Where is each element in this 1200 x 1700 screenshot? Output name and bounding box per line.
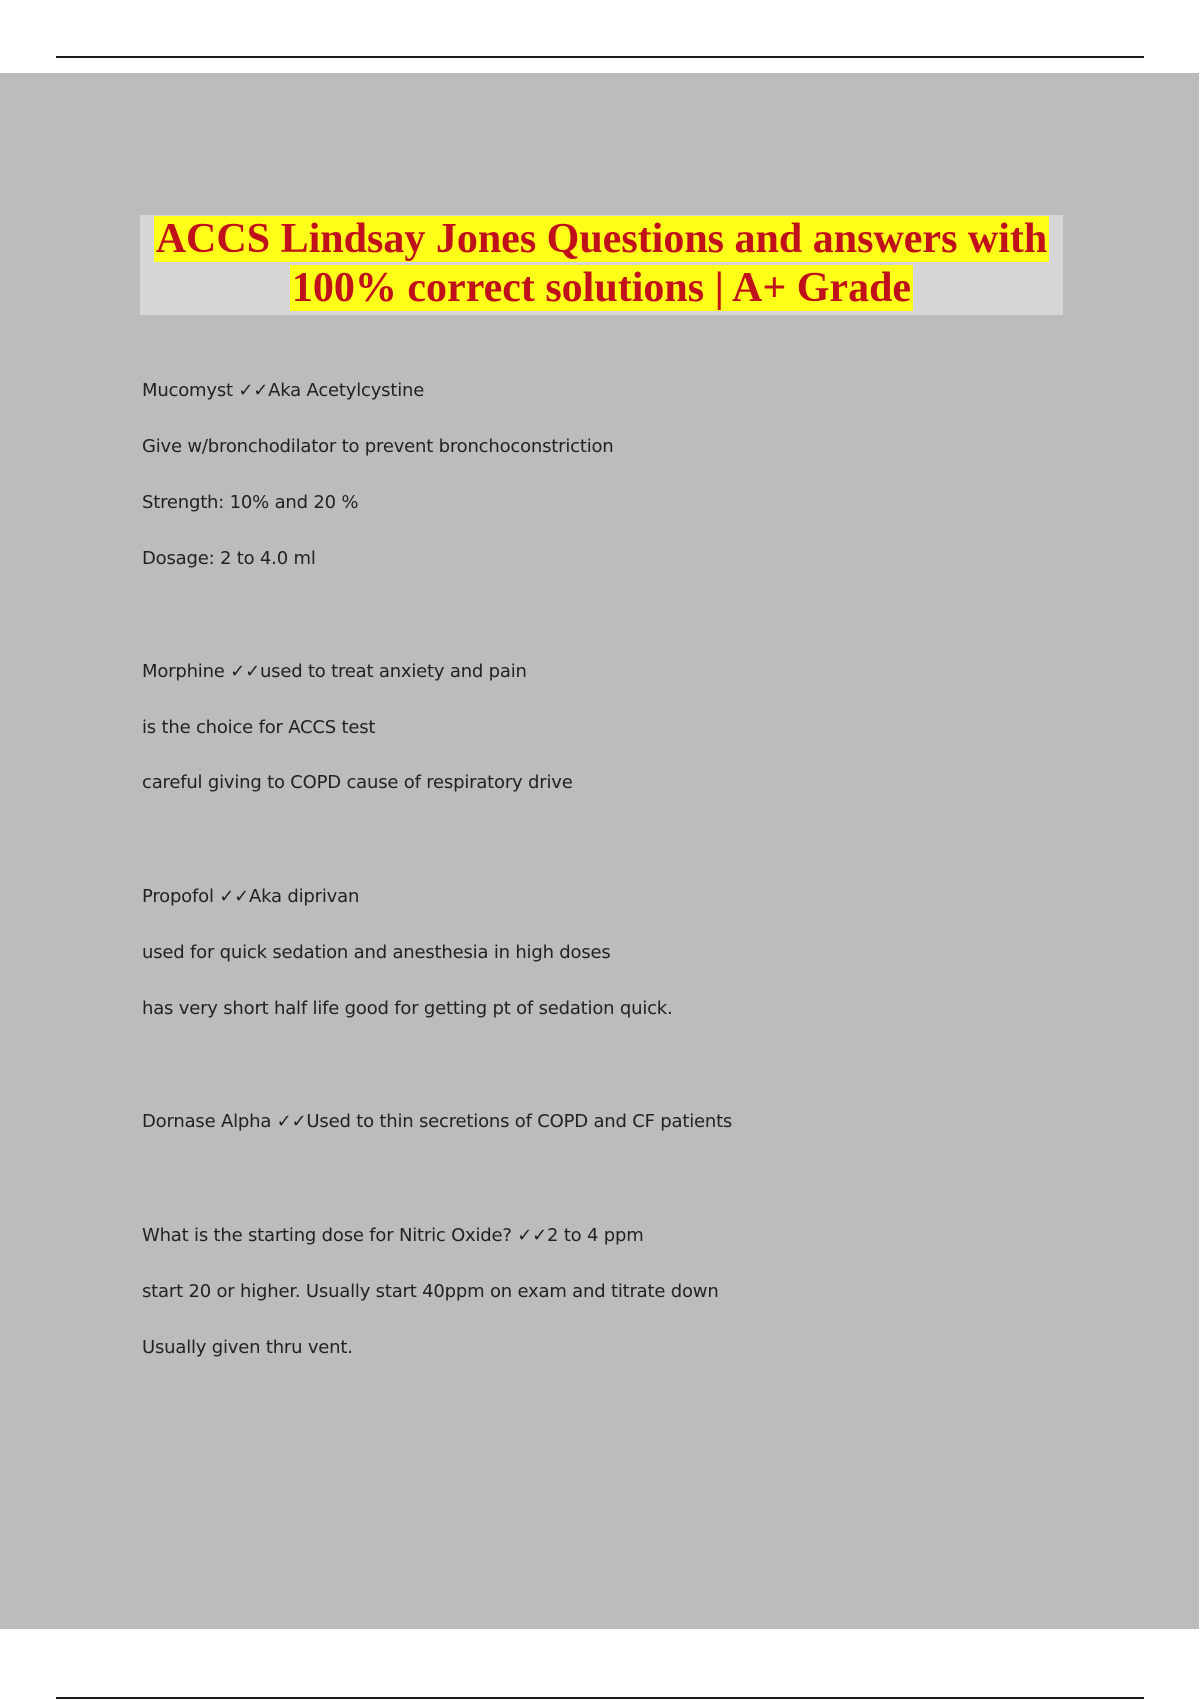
- entry-mucomyst-line-4: Dosage: 2 to 4.0 ml: [142, 548, 316, 569]
- entry-dornase-question: Dornase Alpha ✓✓Used to thin secretions of COPD and CF patients: [142, 1111, 733, 1132]
- entry-mucomyst-line-3: Strength: 10% and 20 %: [142, 492, 359, 513]
- entry-propofol-line-3: has very short half life good for getting pt of sedation quick.: [142, 998, 673, 1019]
- entry-morphine-line-2: is the choice for ACCS test: [142, 717, 376, 738]
- entry-mucomyst-line-2: Give w/bronchodilator to prevent bronchoconstriction: [142, 436, 614, 457]
- entry-mucomyst-question: Mucomyst ✓✓Aka Acetylcystine: [142, 380, 425, 401]
- entry-nitric-oxide-line-2: start 20 or higher. Usually start 40ppm on exam and titrate down: [142, 1281, 719, 1302]
- title-line-1: ACCS Lindsay Jones Questions and answers with: [155, 216, 1048, 262]
- entry-morphine-line-3: careful giving to COPD cause of respiratory drive: [142, 772, 573, 793]
- document-title: [140, 215, 1063, 315]
- bottom-rule: [56, 1697, 1144, 1699]
- entry-nitric-oxide-line-3: Usually given thru vent.: [142, 1337, 353, 1358]
- entry-propofol-question: Propofol ✓✓Aka diprivan: [142, 886, 360, 907]
- entry-nitric-oxide-question: What is the starting dose for Nitric Oxide? ✓✓2 to 4 ppm: [142, 1225, 644, 1246]
- entry-propofol-line-2: used for quick sedation and anesthesia in high doses: [142, 942, 611, 963]
- title-line-2: 100% correct solutions | A+ Grade: [291, 265, 912, 311]
- top-rule: [56, 56, 1144, 58]
- entry-morphine-question: Morphine ✓✓used to treat anxiety and pain: [142, 661, 527, 682]
